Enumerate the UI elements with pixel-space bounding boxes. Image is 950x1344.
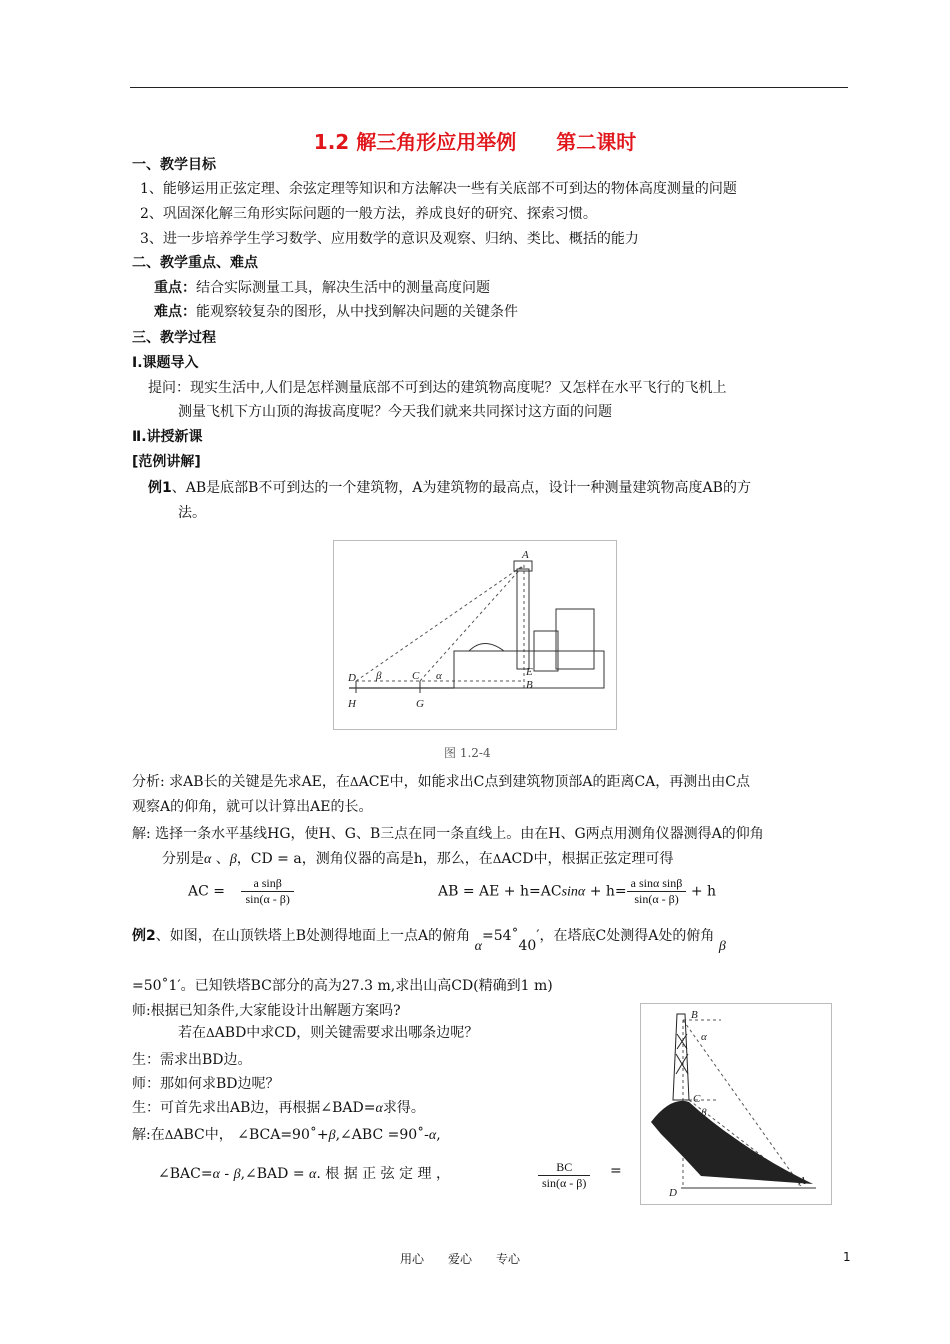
label-A: A [799,1175,806,1187]
beta-symbol: β [229,852,237,867]
label-D: D [348,672,356,684]
part-heading-intro: Ⅰ.课题导入 [132,355,199,371]
beta-symbol: β [718,939,726,954]
footer-text: 用心 爱心 专心 [400,1252,521,1266]
lighthouse-diagram [334,541,616,729]
fraction-ab [627,876,687,907]
header-rule [130,87,848,88]
example-1 [148,477,751,497]
page-title: 1.2 解三角形应用举例 第二课时 [313,130,637,154]
label-C: C [412,670,420,682]
sol2-k: . 根 据 正 弦 定 理 ， [316,1166,450,1182]
label-B: B [526,679,533,691]
teacher-line-1: 师:根据已知条件,大家能设计出解题方案吗? [132,1003,401,1019]
label-G: G [416,698,424,710]
sol2-i: , [240,1166,246,1182]
figure-1-2-4 [333,540,617,730]
section-heading-3: 三、教学过程 [132,330,216,346]
section-heading-1: 一、教学目标 [132,157,216,173]
formula-ab [438,876,716,907]
teacher-line-2a: 若在 [178,1025,206,1041]
example-2-label: 例2 [132,928,156,944]
sol-text-a: 分别是 [162,851,204,867]
formula-ab-mid: + h= [585,883,627,900]
analysis-line-1 [132,771,750,791]
figure-1-caption: 图 1.2-4 [444,746,491,760]
alpha-symbol: α [474,939,482,954]
intro-line-2: 测量飞机下方山顶的海拔高度呢？今天我们就来共同探讨这方面的问题 [178,404,612,420]
example-2-line-1: 例2、如图，在山顶铁塔上B处测得地面上一点A的俯角 α=54˚40′，在塔底C处测得A处的俯角 β [132,928,726,954]
objective-1: 1、能够运用正弦定理、余弦定理等知识和方法解决一些有关底部不可到达的物体高度测量的问题 [140,181,737,197]
sol2-h: - [224,1166,230,1182]
sol2-j: BAD = [256,1166,305,1182]
sol2-e: ABC =90˚- [351,1127,429,1143]
formula-ab-lhs: AB = AE + h=AC [438,883,562,900]
label-C: C [693,1093,701,1105]
alpha-symbol: α [204,852,212,867]
part-heading-examples: [范例讲解] [132,454,201,470]
label-H: H [348,698,356,710]
fraction-ac [241,876,293,907]
sol2-g: BAC= [169,1166,213,1182]
sol2-a: 解:在 [132,1127,165,1143]
figure-tower-mountain [640,1003,832,1205]
teacher-line-3: 师：那如何求BD边呢？ [132,1076,280,1092]
fraction-bc-num: BC [538,1160,590,1176]
difficult-point [154,301,518,321]
tower-diagram [641,1004,831,1204]
analysis-text-1a: 分析: 求AB长的关键是先求AE，在 [132,774,350,790]
sol2-d: , [335,1127,341,1143]
example-2-text-2: ，在塔底C处测得A处的俯角 [539,928,715,944]
alpha-symbol: α [375,1101,383,1116]
label-A: A [522,549,529,561]
sol2-b: ABC中， [173,1127,233,1143]
objective-3: 3、进一步培养学生学习数学、应用数学的意识及观察、归纳、类比、概括的能力 [140,231,639,247]
sol2-c: BCA=90˚+ [248,1127,329,1143]
sol2-f: , [436,1127,441,1143]
label-E: E [526,666,533,678]
solution-2-line-1: 解:在ΔABC中， ∠BCA=90˚+β,∠ABC =90˚-α, [132,1127,441,1143]
label-alpha: α [436,670,442,682]
analysis-line-2: 观察A的仰角，就可以计算出AE的长。 [132,799,373,815]
teacher-line-2b: ABD中求CD，则关键需要求出哪条边呢？ [214,1025,479,1041]
example-1-text-2: 法。 [178,505,206,521]
alpha-symbol: α [212,1167,220,1182]
solution-2-line-2: ∠BAC=α - β,∠BAD = α. 根 据 正 弦 定 理 ， [158,1166,450,1182]
analysis-text-1b: ACE中，如能求出C点到建筑物顶部A的距离CA，再测出由C点 [358,774,750,790]
student-line-2c: 求得。 [382,1100,425,1116]
formula-sina: sinα [561,884,586,900]
triangle-symbol: Δ [349,775,359,789]
fraction-ac-den: sin(α - β) [245,892,290,906]
fraction-bc-den: sin(α - β) [542,1176,587,1190]
fraction-ab-den: sin(α - β) [634,892,679,906]
student-line-2a: 生：可首先求出AB边，再根据 [132,1100,321,1116]
formula-ac-lhs: AC = [188,883,226,900]
objective-2: 2、巩固深化解三角形实际问题的一般方法，养成良好的研究、探索习惯。 [140,206,597,222]
equals-sign: = [610,1163,622,1179]
example-2-angle-min: 40 [518,938,537,954]
example-2-line-2: =50˚1′。已知铁塔BC部分的高为27.3 m,求出山高CD(精确到1 m) [132,978,553,994]
fraction-bc-body [538,1160,590,1191]
teacher-line-2 [178,1022,478,1042]
alpha-symbol: α [428,1128,437,1143]
example-1-label: 例1 [148,480,172,496]
solution-1-line-1: 解: 选择一条水平基线HG，使H、G、B三点在同一条直线上。由在H、G两点用测角仪器测得A的仰角 [132,826,764,842]
example-2-text: 、如图，在山顶铁塔上B处测得地面上一点A的俯角 [155,928,471,944]
key-label: 重点： [154,280,196,296]
fraction-ab-num: a sinα sinβ [627,876,687,892]
fraction-ac-num: a sinβ [241,876,293,892]
difficult-label: 难点： [154,304,196,320]
student-line-2b: BAD= [332,1100,376,1116]
difficult-text: 能观察较复杂的图形，从中找到解决问题的关键条件 [196,304,518,320]
key-point [154,277,490,297]
part-heading-new: Ⅱ.讲授新课 [132,429,203,445]
label-beta: β [376,670,382,682]
triangle-symbol: Δ [492,852,502,866]
example-1-text: 、AB是底部B不可到达的一个建筑物，A为建筑物的最高点，设计一种测量建筑物高度AB的方 [171,480,751,496]
page-number: 1 [843,1250,851,1264]
alpha-symbol: α [309,1167,317,1182]
beta-symbol: β [233,1167,241,1182]
formula-ab-end: + h [686,883,717,900]
student-line-2: 生：可首先求出AB边，再根据∠BAD=α求得。 [132,1100,425,1116]
fraction-bc [538,1160,590,1191]
intro-line-1: 提问：现实生活中,人们是怎样测量底部不可到达的建筑物高度呢？又怎样在水平飞行的飞机上 [148,380,727,396]
section-heading-2: 二、教学重点、难点 [132,255,258,271]
triangle-symbol: Δ [164,1128,174,1142]
sol-text-b: ，CD = a，测角仪器的高是h，那么，在 [236,851,493,867]
beta-symbol: β [328,1128,336,1143]
solution-1-line-2: 分别是α 、β，CD = a，测角仪器的高是h，那么，在ΔACD中，根据正弦定理可得 [162,851,674,867]
label-D: D [669,1187,677,1199]
sol-text-c: ACD中，根据正弦定理可得 [501,851,674,867]
label-beta: β [701,1107,707,1119]
student-line-1: 生：需求出BD边。 [132,1052,252,1068]
triangle-symbol: Δ [206,1026,215,1040]
example-2-angle-deg: =54 [481,928,512,944]
formula-ac [188,876,294,907]
key-text: 结合实际测量工具，解决生活中的测量高度问题 [196,280,490,296]
label-B: B [691,1009,698,1021]
label-alpha: α [701,1031,707,1043]
